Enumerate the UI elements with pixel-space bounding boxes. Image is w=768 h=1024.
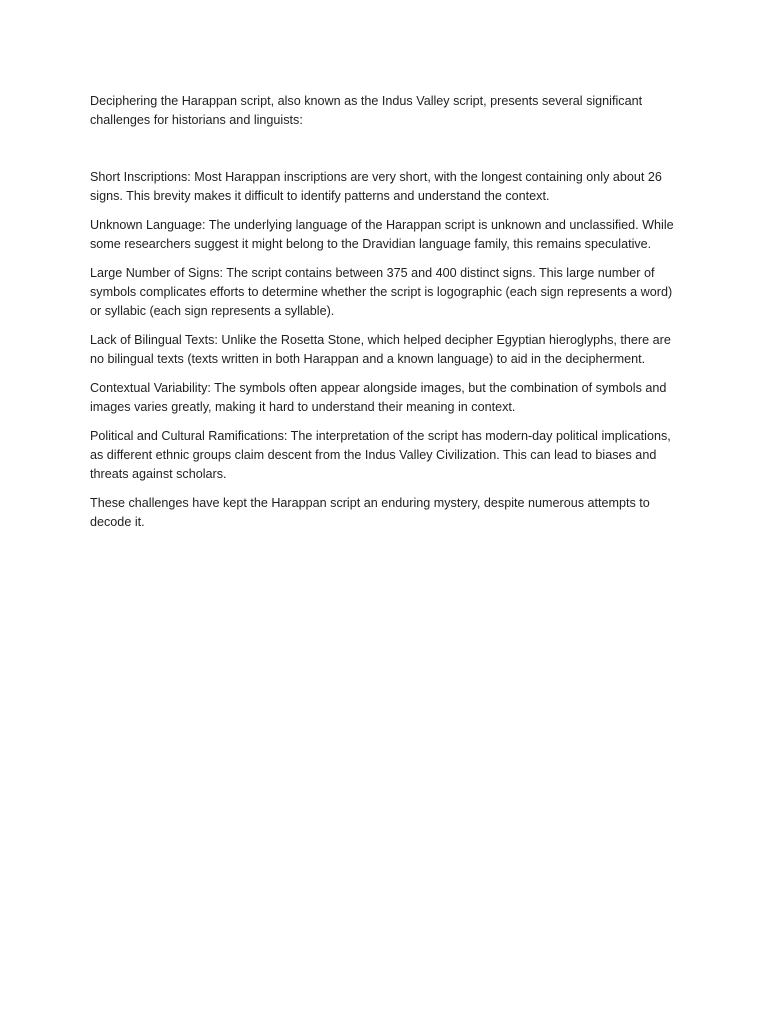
list-item: Large Number of Signs: The script contains between 375 and 400 distinct signs. This large number of symbols complicates efforts to determine whether the script is logographic (each sign represents a word) or syllabic (each sign represents a syllable). xyxy=(90,266,673,318)
challenges-list xyxy=(90,168,680,484)
list-item: Short Inscriptions: Most Harappan inscriptions are very short, with the longest containing only about 26 signs. This brevity makes it difficult to identify patterns and understand the context. xyxy=(90,170,662,203)
list-item: Contextual Variability: The symbols often appear alongside images, but the combination of symbols and images varies greatly, making it hard to understand their meaning in context. xyxy=(90,381,667,414)
list-item: Unknown Language: The underlying language of the Harappan script is unknown and unclassified. While some researchers suggest it might belong to the Dravidian language family, this remains speculative. xyxy=(90,218,674,251)
list-item: Lack of Bilingual Texts: Unlike the Rosetta Stone, which helped decipher Egyptian hieroglyphs, there are no bilingual texts (texts written in both Harappan and a known language) to aid in the decipherment. xyxy=(90,333,671,366)
list-item: Political and Cultural Ramifications: The interpretation of the script has modern-day political implications, as different ethnic groups claim descent from the Indus Valley Civilization. This can lead to biases and threats against scholars. xyxy=(90,429,671,481)
closing-paragraph: These challenges have kept the Harappan script an enduring mystery, despite numerous attempts to decode it. xyxy=(90,496,650,529)
intro-paragraph: Deciphering the Harappan script, also known as the Indus Valley script, presents several significant challenges for historians and linguists: xyxy=(90,94,643,127)
